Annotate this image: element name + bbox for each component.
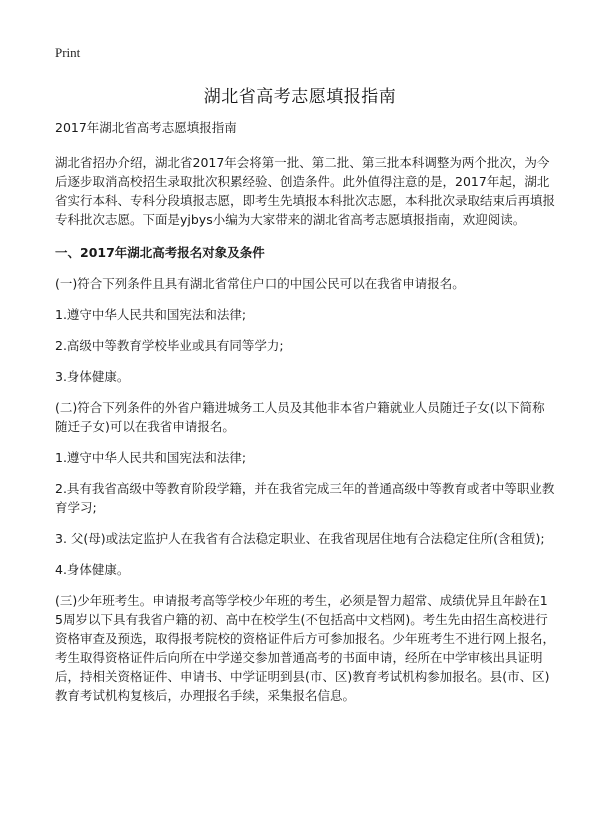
condition-2-item-4: 4.身体健康。 — [55, 562, 130, 577]
condition-1-item-1: 1.遵守中华人民共和国宪法和法律; — [55, 307, 247, 322]
condition-2-item-3: 3. 父(母)或法定监护人在我省有合法稳定职业、在我省现居住地有合法稳定住所(含租赁); — [55, 531, 545, 546]
section-heading: 一、2017年湖北高考报名对象及条件 — [55, 245, 265, 260]
condition-2-item-1: 1.遵守中华人民共和国宪法和法律; — [55, 450, 247, 465]
condition-1-item-2: 2.高级中等教育学校毕业或具有同等学力; — [55, 338, 284, 353]
document-body — [55, 118, 555, 717]
intro-paragraph: 湖北省招办介绍，湖北省2017年会将第一批、第二批、第三批本科调整为两个批次，为今后逐步取消高校招生录取批次积累经验、创造条件。此外值得注意的是，2017年起，湖北省实行本科、专科分段填报志愿，即考生先填报本科批次志愿，本科批次录取结束后再填报专科批次志愿。下面是yjbys小编为大家带来的湖北省高考志愿填报指南，欢迎阅读。 — [55, 155, 556, 227]
print-label: Print — [55, 45, 81, 60]
document-title: 湖北省高考志愿填报指南 — [203, 87, 397, 107]
condition-paragraph-1: (一)符合下列条件且具有湖北省常住户口的中国公民可以在我省申请报名。 — [55, 276, 465, 291]
condition-paragraph-3: (三)少年班考生。申请报考高等学校少年班的考生，必须是智力超常、成绩优异且年龄在15周岁以下具有我省户籍的初、高中在校学生(不包括高中文档网)。考生先由招生高校进行资格审查及预选，取得报考院校的资格证件后方可参加报名。少年班考生不进行网上报名，考生取得资格证件后向所在中学递交参加普通高考的书面申请，经所在中学审核出具证明后，持相关资格证件、申请书、中学证明到县(市、区)教育考试机构参加报名。县(市、区)教育考试机构复核后，办理报名手续，采集报名信息。 — [55, 593, 556, 703]
condition-1-item-3: 3.身体健康。 — [55, 369, 130, 384]
document-subtitle: 2017年湖北省高考志愿填报指南 — [55, 120, 237, 135]
condition-2-item-2: 2.具有我省高级中等教育阶段学籍，并在我省完成三年的普通高级中等教育或者中等职业教育学习; — [55, 481, 555, 515]
condition-paragraph-2: (二)符合下列条件的外省户籍进城务工人员及其他非本省户籍就业人员随迁子女(以下简称随迁子女)可以在我省申请报名。 — [55, 400, 545, 434]
